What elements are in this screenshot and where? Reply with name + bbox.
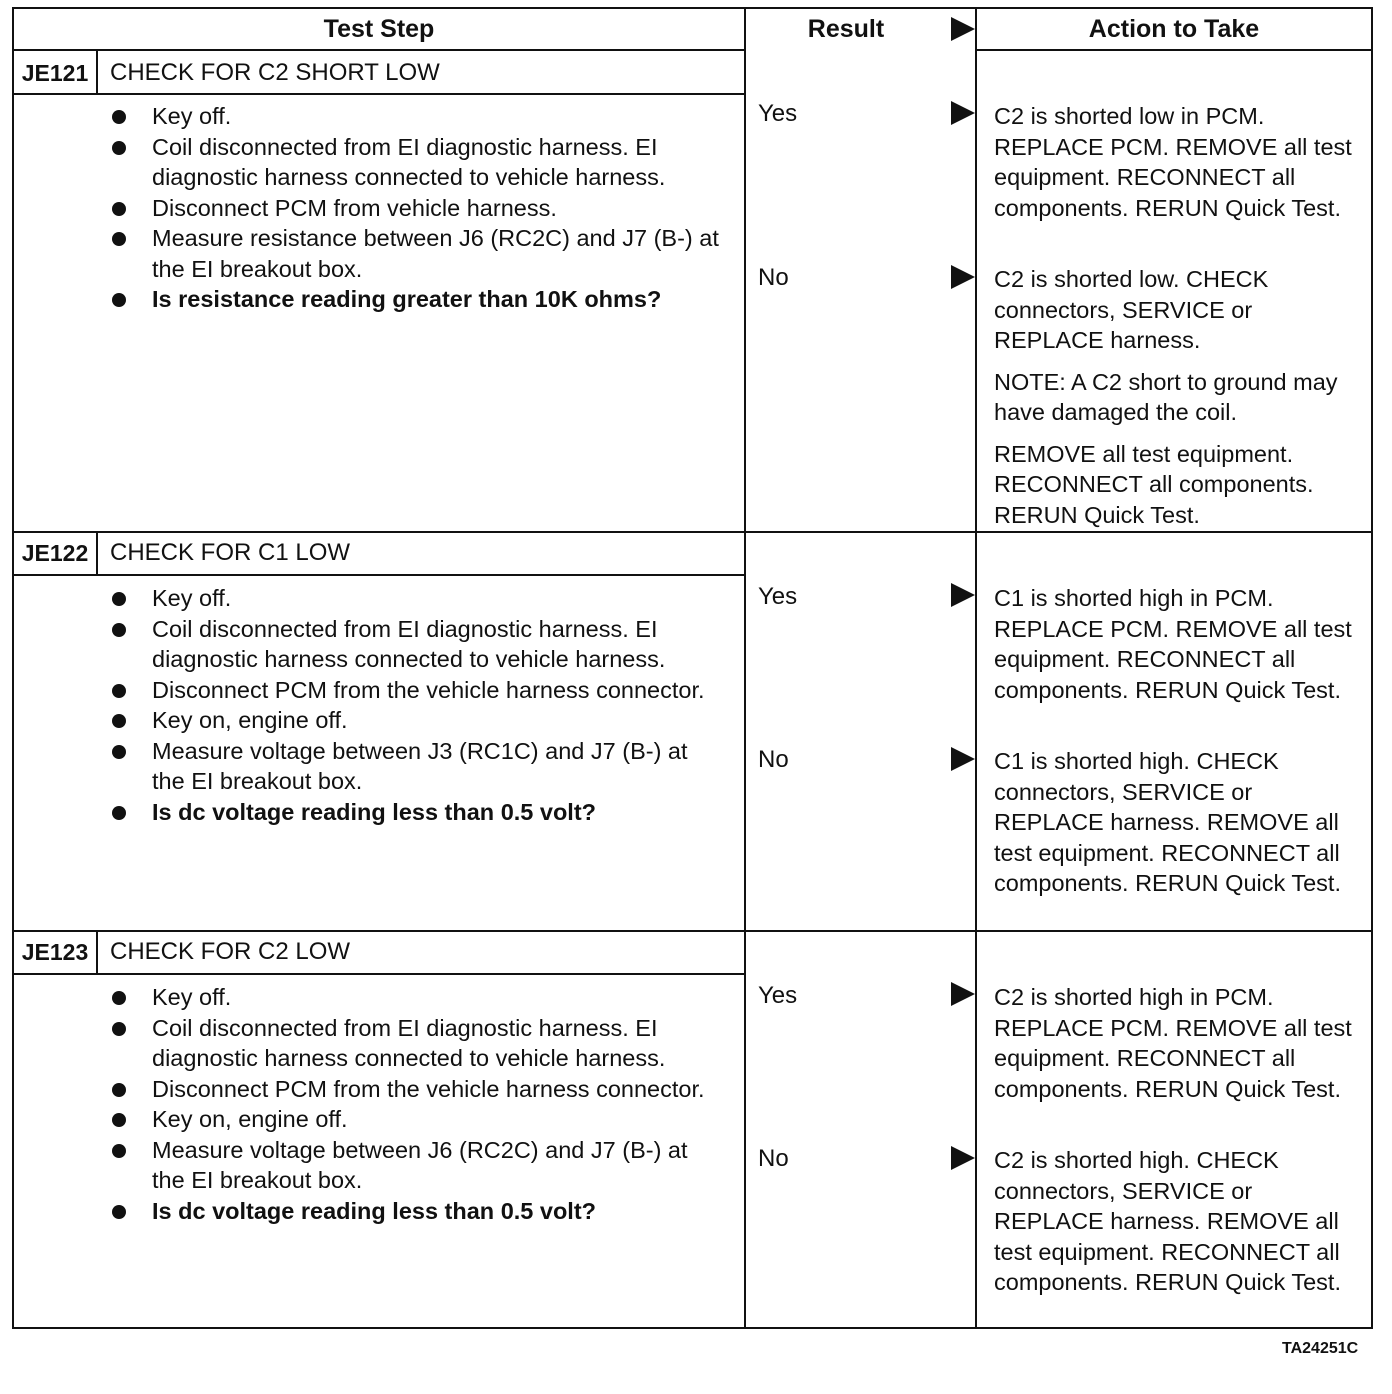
bullet-icon xyxy=(112,110,126,124)
action-yes: C1 is shorted high in PCM. REPLACE PCM. REMOVE all test equipment. RECONNECT all components. RERUN Quick Test. xyxy=(994,585,1352,703)
step-code: JE121 xyxy=(21,59,89,86)
header-test-step: Test Step xyxy=(323,14,435,43)
list-item: Key off. xyxy=(110,982,720,1013)
bullet-icon xyxy=(112,684,126,698)
list-item: Key on, engine off. xyxy=(110,705,720,736)
code-divider xyxy=(96,932,98,973)
bullet-icon xyxy=(112,232,126,246)
list-item: Measure resistance between J6 (RC2C) and J7 (B-) at the EI breakout box. xyxy=(110,223,720,284)
bullet-icon xyxy=(112,991,126,1005)
list-item: Measure voltage between J6 (RC2C) and J7 (B-) at the EI breakout box. xyxy=(110,1135,720,1196)
list-item: Measure voltage between J3 (RC1C) and J7 (B-) at the EI breakout box. xyxy=(110,736,720,797)
header-result: Result xyxy=(807,14,885,43)
bullet-icon xyxy=(112,806,126,820)
arrow-right-icon xyxy=(951,583,975,607)
list-item: Disconnect PCM from vehicle harness. xyxy=(110,193,720,224)
bullet-icon xyxy=(112,592,126,606)
action-yes: C2 is shorted low in PCM. REPLACE PCM. REMOVE all test equipment. RECONNECT all components. RERUN Quick Test. xyxy=(994,103,1352,221)
step-list xyxy=(110,982,720,1226)
question-item: Is dc voltage reading less than 0.5 volt? xyxy=(110,1196,720,1227)
action-yes: C2 is shorted high in PCM. REPLACE PCM. REMOVE all test equipment. RECONNECT all components. RERUN Quick Test. xyxy=(994,984,1352,1102)
result-no: No xyxy=(758,264,789,291)
arrow-right-icon xyxy=(951,982,975,1006)
section-je123 xyxy=(14,932,1371,1327)
list-item: Key on, engine off. xyxy=(110,1104,720,1135)
section-je122 xyxy=(14,533,1371,930)
diagnostic-table xyxy=(12,7,1373,1329)
arrow-right-icon xyxy=(951,265,975,289)
arrow-right-icon xyxy=(951,1146,975,1170)
step-title: CHECK FOR C2 SHORT LOW xyxy=(110,59,440,86)
title-divider xyxy=(14,574,744,576)
question-item: Is resistance reading greater than 10K ohms? xyxy=(110,284,720,315)
list-item: Coil disconnected from EI diagnostic harness. EI diagnostic harness connected to vehicle harness. xyxy=(110,132,720,193)
bullet-icon xyxy=(112,293,126,307)
bullet-icon xyxy=(112,1144,126,1158)
step-title: CHECK FOR C1 LOW xyxy=(110,539,351,566)
result-yes: Yes xyxy=(758,982,798,1009)
title-divider xyxy=(14,973,744,975)
code-divider xyxy=(96,533,98,574)
arrow-right-icon xyxy=(951,101,975,125)
step-list xyxy=(110,583,720,827)
bullet-icon xyxy=(112,623,126,637)
title-divider xyxy=(14,93,744,95)
action-no: C2 is shorted low. CHECK connectors, SERVICE or REPLACE harness. NOTE: A C2 short to ground may have damaged the coil. REMOVE all test equipment. RECONNECT all components. RERUN Quick Test. xyxy=(994,266,1338,528)
step-code: JE123 xyxy=(21,938,89,965)
header-action: Action to Take xyxy=(1088,14,1260,43)
code-divider xyxy=(96,51,98,93)
action-no: C1 is shorted high. CHECK connectors, SERVICE or REPLACE harness. REMOVE all test equipment. RECONNECT all components. RERUN Quick Test. xyxy=(994,748,1341,896)
action-no: C2 is shorted high. CHECK connectors, SERVICE or REPLACE harness. REMOVE all test equipment. RECONNECT all components. RERUN Quick Test. xyxy=(994,1147,1341,1295)
bullet-icon xyxy=(112,202,126,216)
arrow-right-icon xyxy=(951,747,975,771)
list-item: Disconnect PCM from the vehicle harness connector. xyxy=(110,675,720,706)
section-je121 xyxy=(14,51,1371,531)
bullet-icon xyxy=(112,1022,126,1036)
result-yes: Yes xyxy=(758,583,798,610)
figure-code: TA24251C xyxy=(1282,1340,1359,1357)
result-no: No xyxy=(758,1145,789,1172)
bullet-icon xyxy=(112,141,126,155)
list-item: Key off. xyxy=(110,101,720,132)
step-list xyxy=(110,101,720,315)
bullet-icon xyxy=(112,1083,126,1097)
list-item: Disconnect PCM from the vehicle harness connector. xyxy=(110,1074,720,1105)
bullet-icon xyxy=(112,1113,126,1127)
result-no: No xyxy=(758,746,789,773)
step-code: JE122 xyxy=(21,539,89,566)
result-yes: Yes xyxy=(758,100,798,127)
header-arrow-icon xyxy=(951,17,975,41)
list-item: Coil disconnected from EI diagnostic harness. EI diagnostic harness connected to vehicle harness. xyxy=(110,614,720,675)
bullet-icon xyxy=(112,745,126,759)
list-item: Coil disconnected from EI diagnostic harness. EI diagnostic harness connected to vehicle harness. xyxy=(110,1013,720,1074)
step-title: CHECK FOR C2 LOW xyxy=(110,938,351,965)
bullet-icon xyxy=(112,1205,126,1219)
list-item: Key off. xyxy=(110,583,720,614)
question-item: Is dc voltage reading less than 0.5 volt? xyxy=(110,797,720,828)
bullet-icon xyxy=(112,714,126,728)
